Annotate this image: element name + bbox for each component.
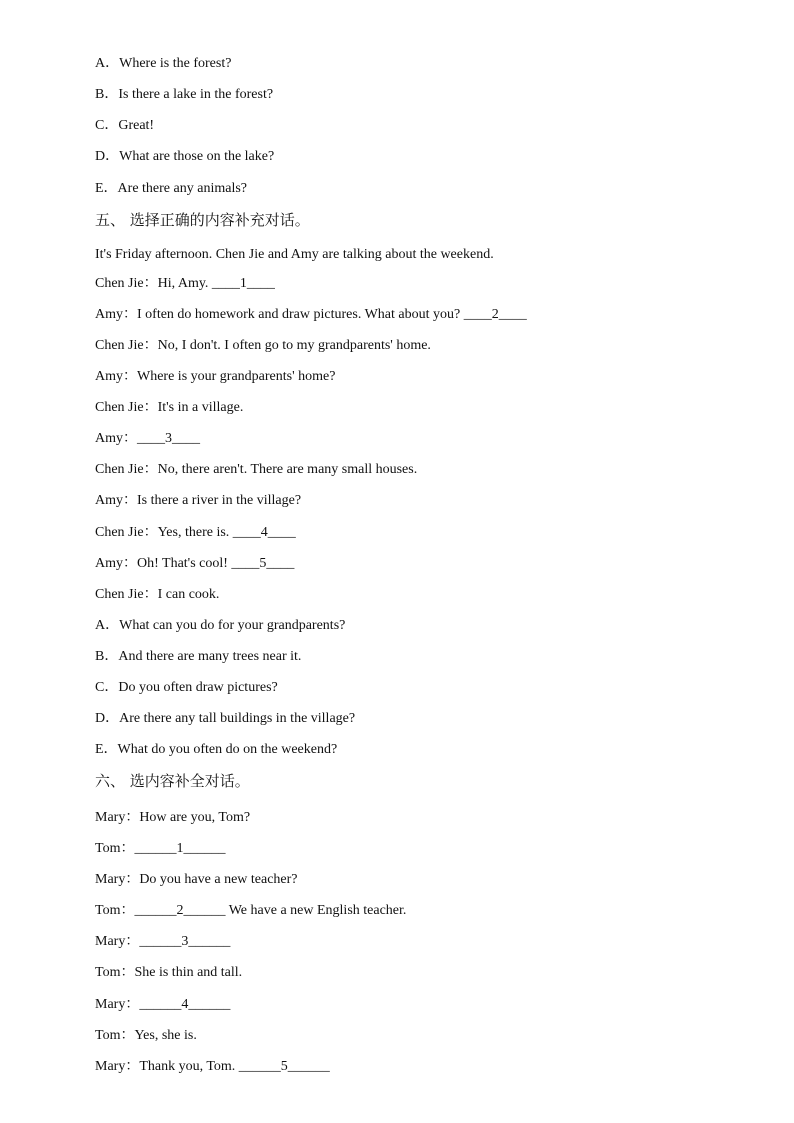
section6-heading: 六、 选内容补全对话。 [95, 772, 250, 790]
section5-dialogue-line: Amy：I often do homework and draw pictures. What about you? ____2____ [95, 307, 527, 322]
section6-dialogue-line: Tom：______2______ We have a new English teacher. [95, 903, 407, 918]
section6-dialogue-line: Tom：She is thin and tall. [95, 965, 243, 980]
section5-dialogue-line: Chen Jie：Yes, there is. ____4____ [95, 525, 296, 540]
section6-dialogue-line: Mary：Thank you, Tom. ______5______ [95, 1059, 330, 1074]
section5-heading: 五、 选择正确的内容补充对话。 [95, 211, 310, 229]
section6-dialogue-line: Mary：______3______ [95, 934, 231, 949]
section5-dialogue-line: Chen Jie：No, I don't. I often go to my grandparents' home. [95, 338, 431, 353]
section5-option-e: E．What do you often do on the weekend? [95, 742, 338, 757]
section6-dialogue-line: Mary：Do you have a new teacher? [95, 872, 298, 887]
section4-option-a: A．Where is the forest? [95, 56, 232, 71]
section5-option-a: A．What can you do for your grandparents? [95, 618, 346, 633]
section5-option-d: D．Are there any tall buildings in the village? [95, 711, 356, 726]
section5-dialogue-line: Amy：Where is your grandparents' home? [95, 369, 336, 384]
section4-option-b: B．Is there a lake in the forest? [95, 87, 274, 102]
section4-option-c: C．Great! [95, 118, 155, 133]
section6-dialogue-line: Tom：Yes, she is. [95, 1028, 197, 1043]
section4-option-d: D．What are those on the lake? [95, 149, 275, 164]
section5-dialogue-line: Amy：____3____ [95, 431, 200, 446]
section6-dialogue-line: Tom：______1______ [95, 841, 226, 856]
section5-option-c: C．Do you often draw pictures? [95, 680, 278, 695]
section4-option-e: E．Are there any animals? [95, 181, 247, 196]
section5-intro: It's Friday afternoon. Chen Jie and Amy are talking about the weekend. [95, 247, 494, 262]
section6-dialogue-line: Mary：How are you, Tom? [95, 810, 251, 825]
section6-dialogue-line: Mary：______4______ [95, 997, 231, 1012]
section5-option-b: B．And there are many trees near it. [95, 649, 302, 664]
section5-dialogue-line: Chen Jie：No, there aren't. There are many small houses. [95, 462, 418, 477]
section5-dialogue-line: Chen Jie：I can cook. [95, 587, 220, 602]
section5-dialogue-line: Chen Jie：It's in a village. [95, 400, 244, 415]
section5-dialogue-line: Amy：Is there a river in the village? [95, 493, 302, 508]
section5-dialogue-line: Amy：Oh! That's cool! ____5____ [95, 556, 295, 571]
section5-dialogue-line: Chen Jie：Hi, Amy. ____1____ [95, 276, 275, 291]
